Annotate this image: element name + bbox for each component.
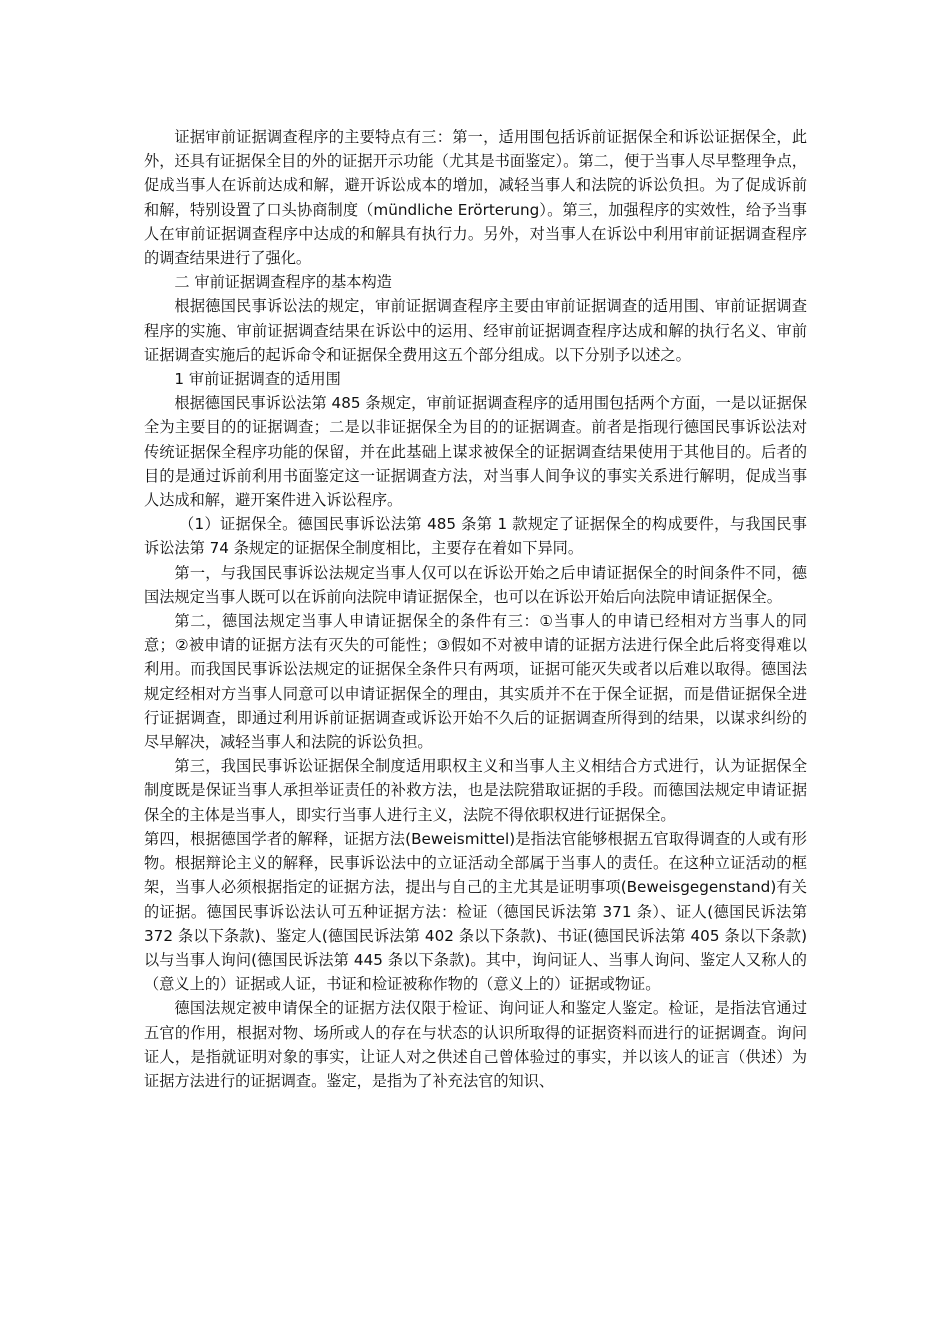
paragraph-structure-overview: 根据德国民事诉讼法的规定，审前证据调查程序主要由审前证据调查的适用围、审前证据调查程序的实施、审前证据调查结果在诉讼中的运用、经审前证据调查程序达成和解的执行名义、审前证据调查实施后的起诉命令和证据保全费用这五个部分组成。以下分别予以述之。: [144, 297, 807, 364]
paragraph-fourth-difference: 第四，根据德国学者的解释，证据方法(Beweismittel)是指法官能够根据五官取得调查的人或有形物。根据辩论主义的解释，民事诉讼法中的立证活动全部属于当事人的责任。在这种立证活动的框架，当事人必须根据指定的证据方法，提出与自己的主尤其是证明事项(Beweisgegenstand)有关的证据。德国民事诉讼法认可五种证据方法：检证（德国民诉法第 371 条）、证人(德国民诉法第 372 条以下条款)、鉴定人(德国民诉法第 402 条以下条款)、书证(德国民诉法第 405 条以下条款)以与当事人询问(德国民诉法第 445 条以下条款)。其中，询问证人、当事人询问、鉴定人又称人的（意义上的）证据或人证，书证和检证被称作物的（意义上的）证据或物证。: [144, 829, 808, 994]
paragraph-article-485: 根据德国民事诉讼法第 485 条规定，审前证据调查程序的适用围包括两个方面，一是以证据保全为主要目的的证据调查；二是以非证据保全为目的的证据调查。前者是指现行德国民事诉讼法对传统证据保全程序功能的保留，并在此基础上谋求被保全的证据调查结果使用于其他目的。后者的目的是通过诉前利用书面鉴定这一证据调查方法，对当事人间争议的事实关系进行解明，促成当事人达成和解，避开案件进入诉讼程序。: [144, 394, 807, 510]
section-heading-basic-structure: 二 审前证据调查程序的基本构造: [174, 273, 392, 292]
subsection-heading-scope: 1 审前证据调查的适用围: [174, 370, 341, 389]
document-body: [144, 125, 807, 1093]
paragraph-main-features: 证据审前证据调查程序的主要特点有三：第一，适用围包括诉前证据保全和诉讼证据保全，此外，还具有证据保全目的外的证据开示功能（尤其是书面鉴定）。第二，便于当事人尽早整理争点，促成当事人在诉前达成和解，避开诉讼成本的增加，减轻当事人和法院的诉讼负担。为了促成诉前和解，特别设置了口头协商制度（mündliche Erörterung）。第三，加强程序的实效性，给予当事人在审前证据调查程序中达成的和解具有执行力。另外，对当事人在诉讼中利用审前证据调查程序的调查结果进行了强化。: [144, 128, 807, 268]
paragraph-second-difference: 第二，德国法规定当事人申请证据保全的条件有三：①当事人的申请已经相对方当事人的同意；②被申请的证据方法有灭失的可能性；③假如不对被申请的证据方法进行保全此后将变得难以利用。而我国民事诉讼法规定的证据保全条件只有两项，证据可能灭失或者以后难以取得。德国法规定经相对方当事人同意可以申请证据保全的理由，其实质并不在于保全证据，而是借证据保全进行证据调查，即通过利用诉前证据调查或诉讼开始不久后的证据调查所得到的结果，以谋求纠纷的尽早解决，减轻当事人和法院的诉讼负担。: [144, 612, 807, 752]
paragraph-third-difference: 第三，我国民事诉讼证据保全制度适用职权主义和当事人主义相结合方式进行，认为证据保全制度既是保证当事人承担举证责任的补救方法，也是法院猎取证据的手段。而德国法规定申请证据保全的主体是当事人，即实行当事人进行主义，法院不得依职权进行证据保全。: [144, 757, 807, 824]
paragraph-evidence-preservation: （1）证据保全。德国民事诉讼法第 485 条第 1 款规定了证据保全的构成要件，与我国民事诉讼法第 74 条规定的证据保全制度相比，主要存在着如下异同。: [144, 515, 807, 558]
paragraph-evidence-methods: 德国法规定被申请保全的证据方法仅限于检证、询问证人和鉴定人鉴定。检证，是指法官通过五官的作用，根据对物、场所或人的存在与状态的认识所取得的证据资料而进行的证据调查。询问证人，是指就证明对象的事实，让证人对之供述自己曾体验过的事实，并以该人的证言（供述）为证据方法进行的证据调查。鉴定，是指为了补充法官的知识、: [144, 999, 807, 1090]
paragraph-first-difference: 第一，与我国民事诉讼法规定当事人仅可以在诉讼开始之后申请证据保全的时间条件不同，德国法规定当事人既可以在诉前向法院申请证据保全，也可以在诉讼开始后向法院申请证据保全。: [144, 563, 807, 606]
